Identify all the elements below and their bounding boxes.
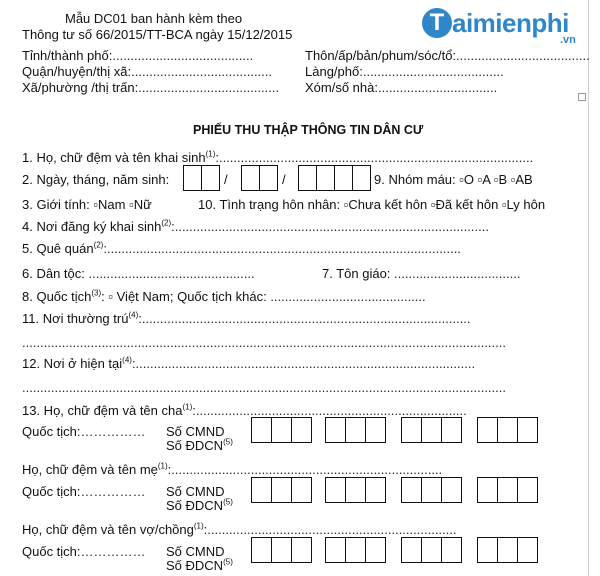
digit-box[interactable] [365,417,386,443]
mother-cmnd-label: Số CMND [166,484,225,499]
religion-label: 7. Tôn giáo: [322,266,391,281]
full-name-dots: :....................................................................................... [215,150,534,165]
mother-ddcn-label [166,498,233,513]
field-current-residence[interactable] [22,356,475,371]
ward-field[interactable] [22,80,279,95]
ethnicity-dots: .............................................. [84,266,255,281]
digit-box[interactable] [259,165,278,191]
gender-label: 3. Giới tính: [22,197,90,212]
spouse-id-box-group[interactable] [401,537,461,563]
digit-box[interactable] [291,477,312,503]
taimienphi-logo [422,6,592,46]
ddcn-sup: (5) [223,497,233,507]
ethnicity-label: 6. Dân tộc: [22,266,85,281]
logo-suffix: .vn [560,34,576,46]
house-dots: ................................. [378,80,498,95]
digit-box[interactable] [316,165,335,191]
marital-single: Chưa kết hôn [348,197,428,212]
logo-name: aimienphi [452,8,569,38]
father-name-label: 13. Họ, chữ đệm và tên cha [22,403,183,418]
blood-o: O [463,172,475,187]
digit-box[interactable] [325,477,346,503]
mother-name-dots: :........................................................................... [167,462,443,477]
checkbox-icon[interactable]: ▫ [108,289,113,304]
mother-id-box-group[interactable] [477,477,537,503]
checkbox-icon[interactable]: ▫ [510,172,516,187]
province-field[interactable] [22,48,253,63]
spouse-cmnd-label: Số CMND [166,544,225,559]
checkbox-icon[interactable]: ▫ [93,197,99,212]
father-cmnd-label: Số CMND [166,424,225,439]
digit-box[interactable] [497,537,518,563]
hamlet-label: Thôn/ấp/bản/phum/sóc/tổ: [305,48,457,63]
blood-b: B [498,172,508,187]
current-residence-label: 12. Nơi ở hiện tại [22,356,123,371]
field-father-name[interactable] [22,403,467,418]
digit-box[interactable] [251,477,272,503]
district-dots: ....................................... [131,64,273,79]
digit-box[interactable] [334,165,353,191]
full-name-sup: (1) [205,149,216,159]
village-dots: ....................................... [362,64,504,79]
permanent-residence-sup: (4) [128,310,139,320]
digit-box[interactable] [441,417,462,443]
current-residence-dots: :.............................................................................................. [131,356,476,371]
checkbox-icon[interactable]: ▫ [493,172,499,187]
form-title: PHIẾU THU THẬP THÔNG TIN DÂN CƯ [193,123,424,137]
dob-day-boxes[interactable] [183,165,219,191]
marital-label: 10. Tình trạng hôn nhân: [198,197,341,212]
father-nationality[interactable] [22,424,146,439]
digit-box[interactable] [325,417,346,443]
logo-t-mark: T [422,8,452,38]
district-field[interactable] [22,64,272,79]
field-birth-registration[interactable] [22,219,489,234]
mother-nationality-dots: …………… [80,484,146,499]
blood-ab: AB [515,172,533,187]
ddcn-text: Số ĐDCN [166,498,224,513]
digit-box[interactable] [517,417,538,443]
digit-box[interactable] [497,417,518,443]
blood-type-label: 9. Nhóm máu: [374,172,456,187]
digit-box[interactable] [271,417,292,443]
digit-box[interactable] [477,477,498,503]
text-boundary-mark [578,93,586,101]
mother-id-box-group[interactable] [401,477,461,503]
gender-male: Nam [98,197,126,212]
template-line-1: Mẫu DC01 ban hành kèm theo [65,11,243,26]
full-name-label: 1. Họ, chữ đệm và tên khai sinh [22,150,206,165]
ward-label: Xã/phường /thị trấn: [22,80,139,95]
spouse-id-box-group[interactable] [477,537,537,563]
field-full-name[interactable] [22,150,533,165]
field-ethnicity[interactable] [22,266,255,281]
father-nationality-label: Quốc tịch: [22,424,81,439]
dob-year-boxes[interactable] [298,165,370,191]
marital-married: Đã kết hôn [435,197,499,212]
digit-box[interactable] [441,537,462,563]
digit-box[interactable] [497,477,518,503]
digit-box[interactable] [365,477,386,503]
ddcn-sup: (5) [223,437,233,447]
digit-box[interactable] [477,537,498,563]
ddcn-sup: (5) [223,557,233,567]
mother-name-sup: (1) [157,461,168,471]
province-label: Tỉnh/thành phố: [22,48,113,63]
checkbox-icon[interactable]: ▫ [129,197,134,212]
mother-id-box-group[interactable] [325,477,385,503]
spouse-name-sup: (1) [193,521,204,531]
digit-box[interactable] [291,537,312,563]
mother-id-box-group[interactable] [251,477,311,503]
spouse-nationality-label: Quốc tịch: [22,544,81,559]
permanent-residence-dots-2[interactable]: ...................................................................................................................................... [22,335,506,350]
permanent-residence-label: 11. Nơi thường trú [22,311,129,326]
checkbox-icon[interactable]: ▫ [343,197,349,212]
digit-box[interactable] [352,165,371,191]
hometown-dots: :.................................................................................................. [103,241,461,256]
birth-registration-dots: :....................................................................................... [171,219,489,234]
spouse-nationality-dots: …………… [80,544,146,559]
blood-type-group [374,172,533,187]
spouse-ddcn-label [166,558,233,573]
spouse-nationality[interactable] [22,544,146,559]
digit-box[interactable] [241,165,260,191]
digit-box[interactable] [251,537,272,563]
spouse-name-dots: :..................................................................... [203,522,457,537]
field-mother-name[interactable] [22,462,442,477]
digit-box[interactable] [401,417,422,443]
digit-box[interactable] [477,417,498,443]
father-id-box-group[interactable] [477,417,537,443]
checkbox-icon[interactable]: ▫ [459,172,464,187]
spouse-id-box-group[interactable] [325,537,385,563]
spouse-id-box-group[interactable] [251,537,311,563]
current-residence-sup: (4) [122,355,132,365]
nationality-vietnam: Việt Nam; [116,289,174,304]
hamlet-field[interactable] [305,48,590,63]
house-field[interactable] [305,80,497,95]
checkbox-icon[interactable]: ▫ [501,197,507,212]
digit-box[interactable] [441,477,462,503]
field-hometown[interactable] [22,241,461,256]
ddcn-text: Số ĐDCN [166,438,224,453]
permanent-residence-dots: :........................................................................................... [138,311,471,326]
nationality-label: 8. Quốc tịch [22,289,92,304]
father-id-box-group[interactable] [401,417,461,443]
house-label: Xóm/số nhà: [305,80,378,95]
field-spouse-name[interactable] [22,522,456,537]
digit-box[interactable] [517,477,538,503]
field-nationality: 8. Quốc tịch$^{(3)}$: ▫ Việt Nam; Quốc tịch khác: ........................................... [22,288,426,304]
mother-name-label: Họ, chữ đệm và tên mẹ [22,462,158,477]
digit-box[interactable] [345,417,366,443]
father-name-dots: :........................................................................... [192,403,467,418]
digit-box[interactable] [401,537,422,563]
digit-box[interactable] [365,537,386,563]
father-nationality-dots: …………… [80,424,146,439]
religion-dots: ................................... [390,266,521,281]
father-ddcn-label [166,438,233,453]
birth-registration-sup: (2) [161,218,172,228]
checkbox-icon[interactable]: ▫ [477,172,483,187]
marital-divorced: Ly hôn [506,197,546,212]
dob-slash-2: / [282,172,286,187]
digit-box[interactable] [251,417,272,443]
hamlet-dots: ..................................... [456,48,590,63]
dob-label: 2. Ngày, tháng, năm sinh: [22,172,170,187]
village-label: Làng/phố: [305,64,363,79]
digit-box[interactable] [325,537,346,563]
mother-nationality-label: Quốc tịch: [22,484,81,499]
spouse-name-label: Họ, chữ đệm và tên vợ/chồng [22,522,194,537]
field-permanent-residence[interactable] [22,311,471,326]
digit-box[interactable] [421,537,442,563]
blood-a: A [482,172,491,187]
father-id-box-group[interactable] [251,417,311,443]
dob-slash-1: / [224,172,228,187]
template-line-2: Thông tư số 66/2015/TT-BCA ngày 15/12/2015 [22,27,293,42]
nationality-sup: (3) [91,288,102,298]
digit-box[interactable] [183,165,202,191]
current-residence-dots-2[interactable]: ...................................................................................................................................... [22,380,506,395]
village-field[interactable] [305,64,504,79]
gender-group [22,197,152,212]
hometown-label: 5. Quê quán [22,241,94,256]
mother-nationality[interactable] [22,484,146,499]
digit-box[interactable] [291,417,312,443]
father-name-sup: (1) [182,402,193,412]
nationality-other-dots[interactable]: ........................................... [266,289,426,304]
marital-group [198,197,545,212]
ddcn-text: Số ĐDCN [166,558,224,573]
digit-box[interactable] [298,165,317,191]
digit-box[interactable] [421,417,442,443]
digit-box[interactable] [421,477,442,503]
digit-box[interactable] [401,477,422,503]
gender-female: Nữ [133,197,152,212]
district-label: Quận/huyện/thị xã: [22,64,132,79]
ward-dots: ....................................... [138,80,280,95]
father-id-box-group[interactable] [325,417,385,443]
digit-box[interactable] [271,477,292,503]
digit-box[interactable] [201,165,220,191]
digit-box[interactable] [517,537,538,563]
nationality-other: Quốc tịch khác: [177,289,267,304]
checkbox-icon[interactable]: ▫ [430,197,436,212]
digit-box[interactable] [271,537,292,563]
digit-box[interactable] [345,477,366,503]
dob-month-boxes[interactable] [241,165,277,191]
birth-registration-label: 4. Nơi đăng ký khai sinh [22,219,162,234]
digit-box[interactable] [345,537,366,563]
hometown-sup: (2) [93,240,104,250]
province-dots: ....................................... [112,48,254,63]
field-religion[interactable] [322,266,520,281]
